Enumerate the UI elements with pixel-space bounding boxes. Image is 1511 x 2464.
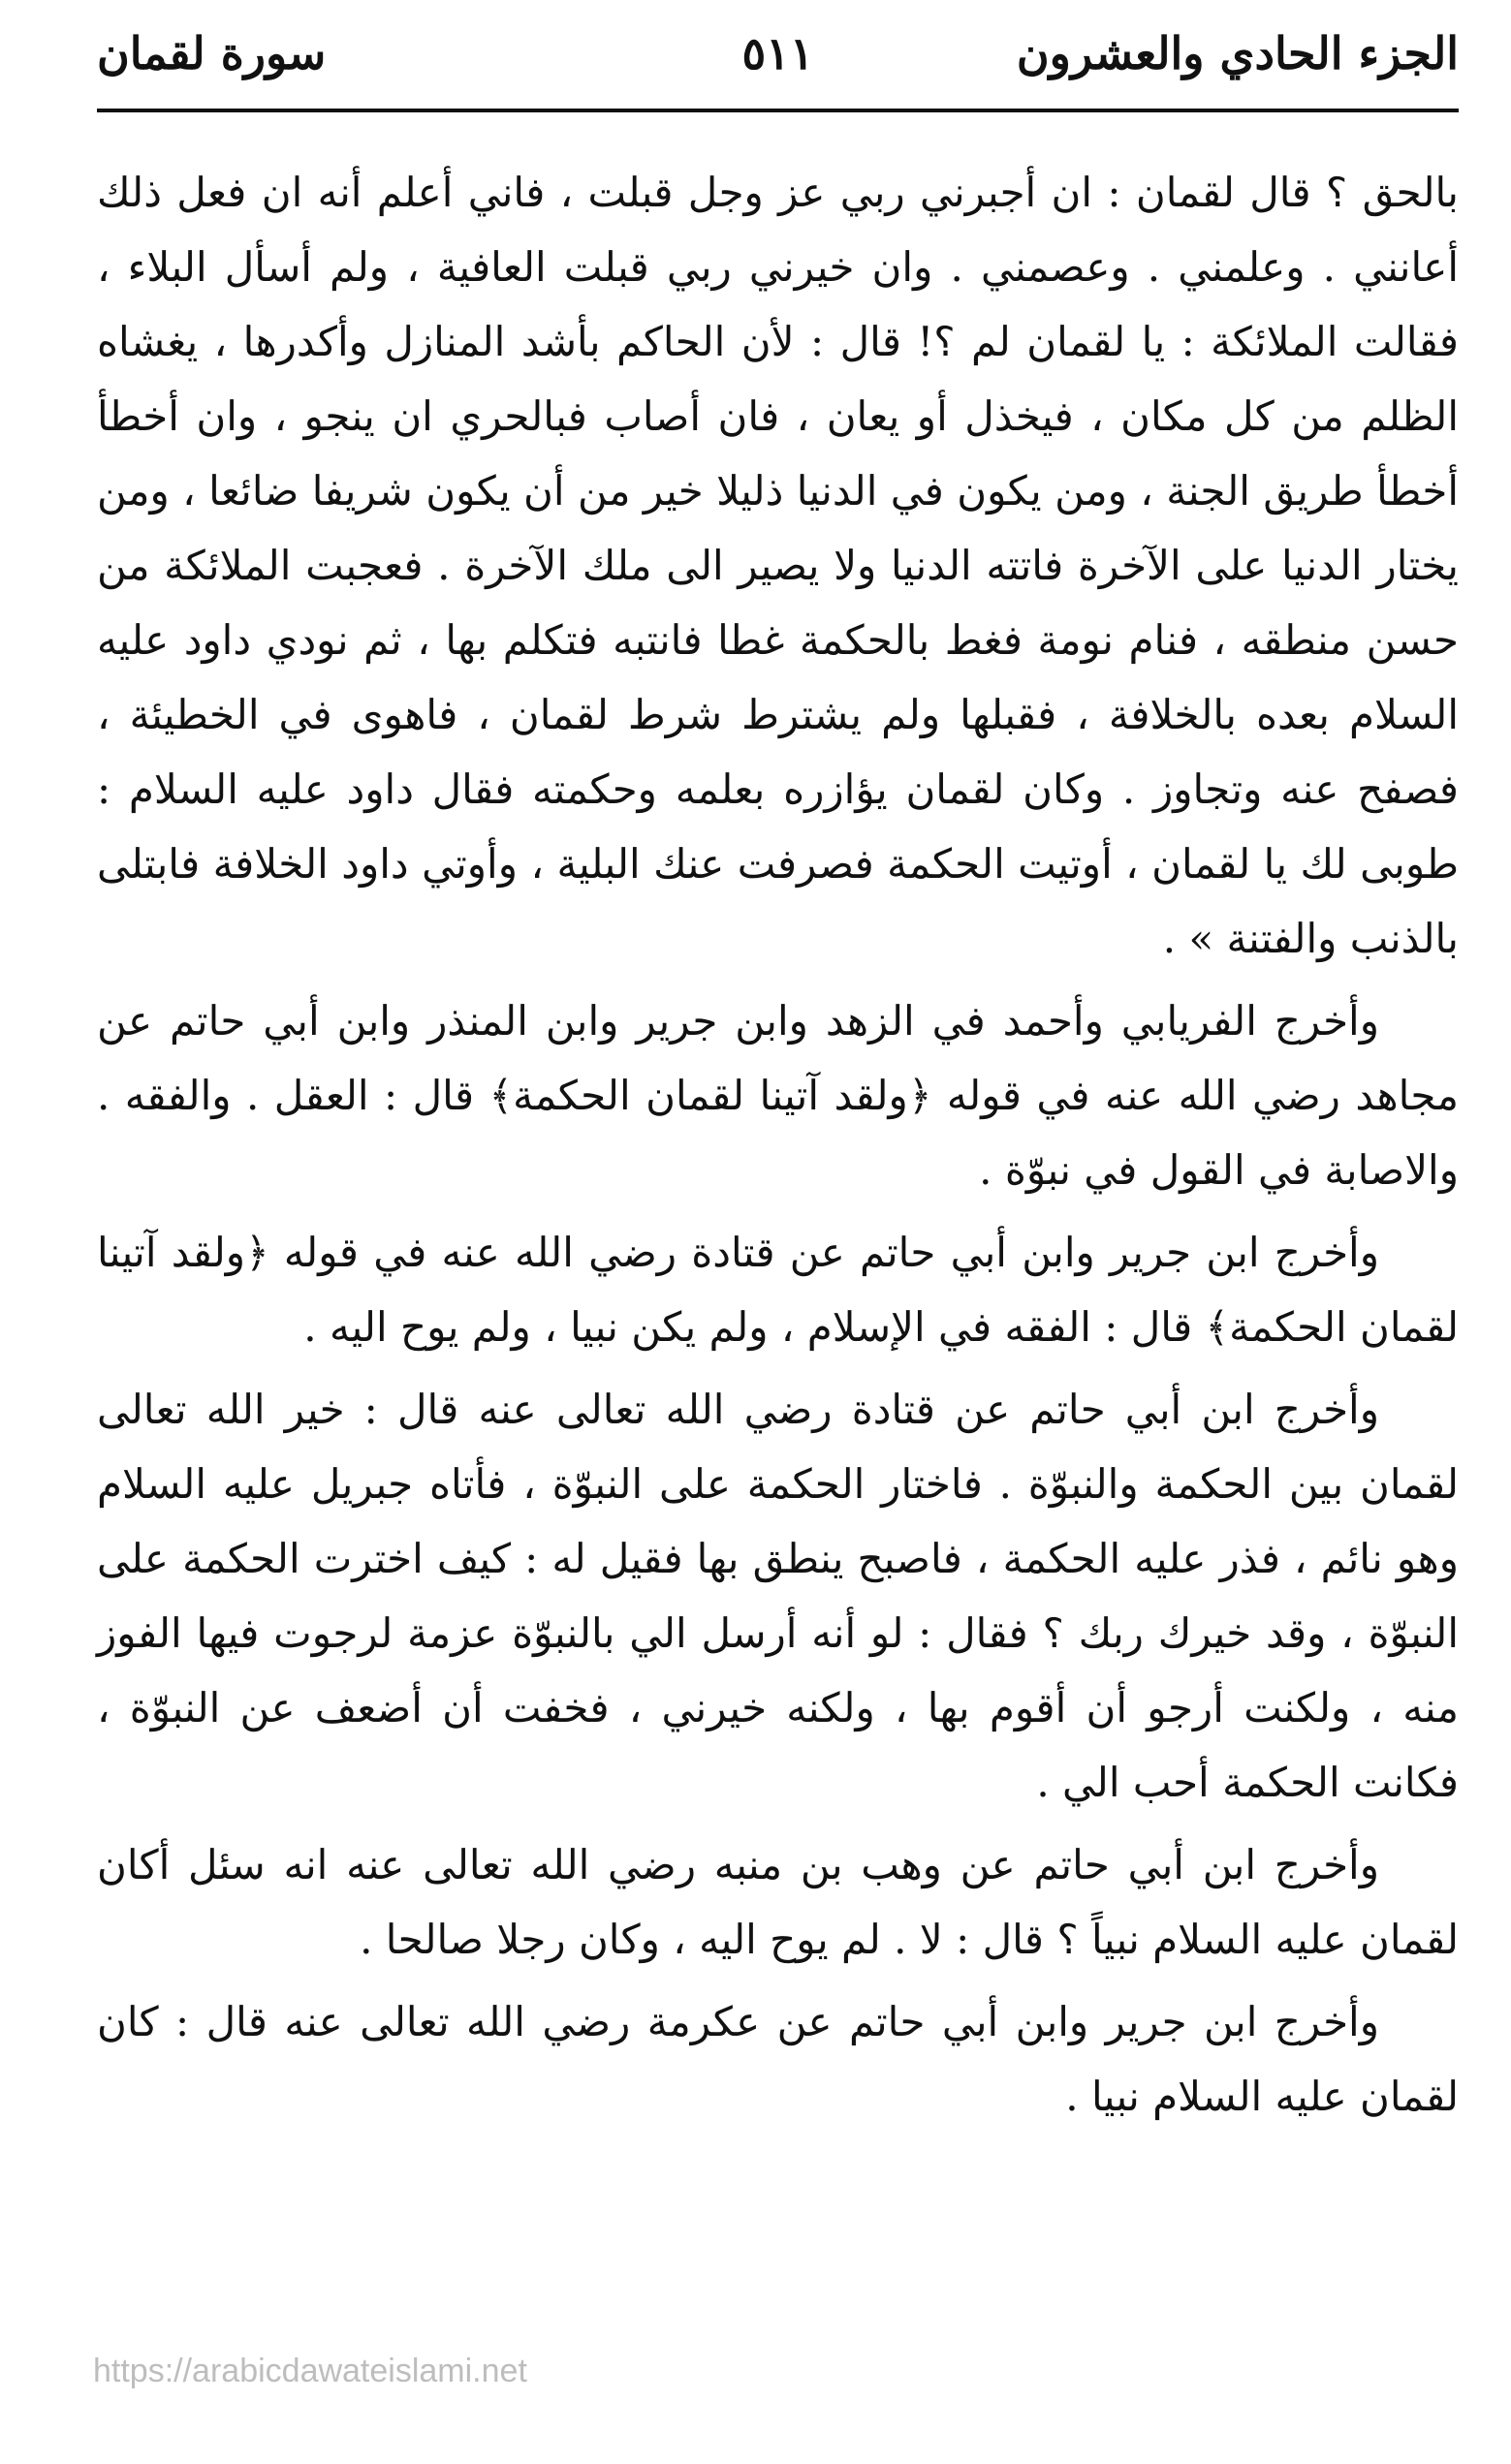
page-number: ٥١١ [741,27,814,79]
watermark-url: https://arabicdawateislami.net [93,2353,527,2389]
page-body [97,155,1459,2134]
surah-title: سورة لقمان [97,27,327,79]
paragraph: وأخرج ابن جرير وابن أبي حاتم عن قتادة رضي الله عنه في قوله ﴿ولقد آتينا لقمان الحكمة﴾ قال : الفقه في الإسلام ، ولم يكن نبيا ، ولم يوح اليه . [97,1229,1459,1351]
paragraph: وأخرج ابن جرير وابن أبي حاتم عن عكرمة رضي الله تعالى عنه قال : كان لقمان عليه السلام نبيا . [97,1998,1459,2120]
paragraph: وأخرج ابن أبي حاتم عن وهب بن منبه رضي الله تعالى عنه انه سئل أكان لقمان عليه السلام نبياً ؟ قال : لا . لم يوح اليه ، وكان رجلا صالحا . [97,1841,1459,1963]
header-rule [97,109,1459,112]
paragraph: وأخرج الفريابي وأحمد في الزهد وابن جرير وابن المنذر وابن أبي حاتم عن مجاهد رضي الله عنه في قوله ﴿ولقد آتينا لقمان الحكمة﴾ قال : العقل . والفقه . والاصابة في القول في نبوّة . [97,997,1459,1194]
juz-title: الجزء الحادي والعشرون [1016,27,1459,79]
paragraph-continuation: بالحق ؟ قال لقمان : ان أجبرني ربي عز وجل قبلت ، فاني أعلم أنه ان فعل ذلك أعانني . وعلمني . وعصمني . وان خيرني ربي قبلت العافية ، ولم أسأل البلاء ، فقالت الملائكة : يا لقمان لم ؟! قال : لأن الحاكم بأشد المنازل وأكدرها ، يغشاه الظلم من كل مكان ، فيخذل أو يعان ، فان أصاب فبالحري ان ينجو ، وان أخطأ أخطأ طريق الجنة ، ومن يكون في الدنيا ذليلا خير من أن يكون شريفا ضائعا ، ومن يختار الدنيا على الآخرة فاتته الدنيا ولا يصير الى ملك الآخرة . فعجبت الملائكة من حسن منطقه ، فنام نومة فغط بالحكمة غطا فانتبه فتكلم بها ، ثم نودي داود عليه السلام بعده بالخلافة ، فقبلها ولم يشترط شرط لقمان ، فاهوى في الخطيئة ، فصفح عنه وتجاوز . وكان لقمان يؤازره بعلمه وحكمته فقال داود عليه السلام : طوبى لك يا لقمان ، أوتيت الحكمة فصرفت عنك البلية ، وأوتي داود الخلافة فابتلى بالذنب والفتنة » . [97,169,1459,962]
page-header [97,27,1459,87]
paragraph: وأخرج ابن أبي حاتم عن قتادة رضي الله تعالى عنه قال : خير الله تعالى لقمان بين الحكمة والنبوّة . فاختار الحكمة على النبوّة ، فأتاه جبريل عليه السلام وهو نائم ، فذر عليه الحكمة ، فاصبح ينطق بها فقيل له : كيف اخترت الحكمة على النبوّة ، وقد خيرك ربك ؟ فقال : لو أنه أرسل الي بالنبوّة عزمة لرجوت فيها الفوز منه ، ولكنت أرجو أن أقوم بها ، ولكنه خيرني ، فخفت أن أضعف عن النبوّة ، فكانت الحكمة أحب الي . [97,1386,1459,1806]
